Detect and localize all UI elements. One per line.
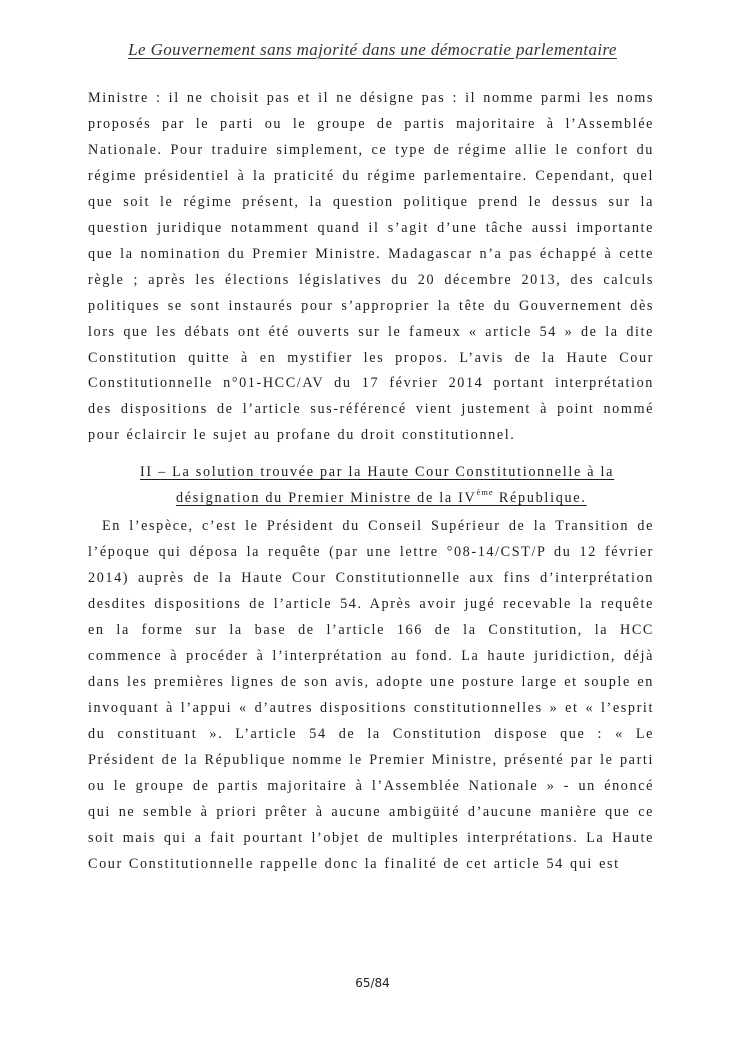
page-body xyxy=(88,86,654,878)
paragraph-section-ii: En l’espèce, c’est le Président du Conseil Supérieur de la Transition de l’époque qui déposa la requête (par une lettre °08-14/CST/P du 12 février 2014) auprès de la Haute Cour Constitutionnelle aux fins d’interprétation desdites dispositions de l’article 54. Après avoir jugé recevable la requête en la forme sur la base de l’article 166 de la Constitution, la HCC commence à procéder à l’interprétation au fond. La haute juridiction, déjà dans les premières lignes de son avis, adopte une posture large et souple en invoquant à l’appui « d’autres dispositions constitutionnelles » et « l’esprit du constituant ». L’article 54 de la Constitution dispose que : « Le Président de la République nomme le Premier Ministre, présenté par le parti ou le groupe de partis majoritaire à l’Assemblée Nationale » - un énoncé qui ne semble à priori prêter à aucune ambigüité d’aucune manière que ce soit mais qui a fait pourtant l’objet de multiples interprétations. La Haute Cour Constitutionnelle rappelle donc la finalité de cet article 54 qui est xyxy=(88,518,654,872)
section-heading-line-1: II – La solution trouvée par la Haute Cour Constitutionnelle à la xyxy=(140,464,615,481)
section-heading-line-2 xyxy=(176,485,654,511)
paragraph-continuation: Ministre : il ne choisit pas et il ne désigne pas : il nomme parmi les noms proposés par le parti ou le groupe de partis majoritaire à l’Assemblée Nationale. Pour traduire simplement, ce type de régime allie le confort du régime présidentiel à la praticité du régime parlementaire. Cependant, quel que soit le régime présent, la question politique prend le dessus sur la question juridique notamment quand il s’agit d’une tâche aussi importante que la nomination du Premier Ministre. Madagascar n’a pas échappé à cette règle ; après les élections législatives du 20 décembre 2013, des calculs politiques se sont instaurés pour s’approprier la tête du Gouvernement dès lors que les débats ont été ouverts sur le fameux « article 54 » de la dite Constitution quitte à en mystifier les propos. L’avis de la Haute Cour Constitutionnelle n°01-HCC/AV du 17 février 2014 portant interprétation des dispositions de l’article sus-référencé vient justement à point nommé pour éclaircir le sujet au profane du droit constitutionnel. xyxy=(88,90,654,444)
running-title: Le Gouvernement sans majorité dans une démocratie parlementaire xyxy=(128,40,617,59)
ordinal-superscript: ème xyxy=(476,487,494,498)
section-heading-prefix: désignation du Premier Ministre de la IV xyxy=(176,490,477,507)
page-number: 65/84 xyxy=(355,976,390,990)
running-header xyxy=(0,40,745,60)
section-heading-suffix: République. xyxy=(493,490,587,507)
